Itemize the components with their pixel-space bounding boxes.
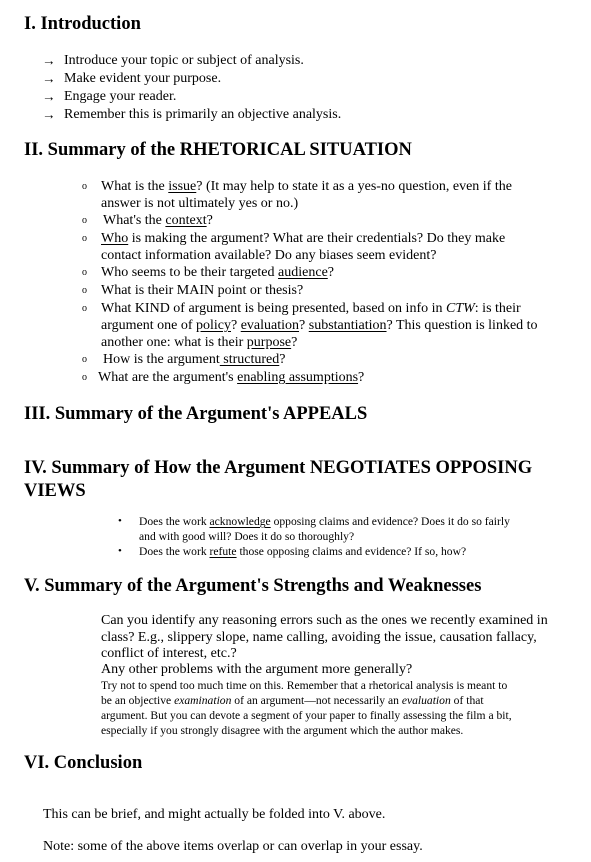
opposing-item-cont: and with good will? Does it do so thoroughly? [139, 530, 355, 543]
intro-item: Engage your reader. [64, 89, 177, 104]
arrow-icon: → [42, 71, 56, 86]
note-text: Note: some of the above items overlap or can overlap in your essay. [43, 839, 423, 854]
strengths-note: be an objective examination of an argument—not necessarily an evaluation of that [101, 694, 484, 707]
circle-bullet-icon: o [82, 372, 87, 383]
heading-opposing-views-cont: VIEWS [24, 481, 86, 501]
rhetorical-item: What is the issue? (It may help to state it as a yes-no question, even if the [101, 179, 512, 194]
strengths-note: especially if you strongly disagree with the argument which the author makes. [101, 724, 464, 737]
strengths-note: Try not to spend too much time on this. Remember that a rhetorical analysis is meant to [101, 679, 508, 692]
circle-bullet-icon: o [82, 267, 87, 278]
circle-bullet-icon: o [82, 233, 87, 244]
heading-introduction: I. Introduction [24, 14, 141, 34]
term-issue: issue [168, 179, 197, 194]
heading-conclusion: VI. Conclusion [24, 753, 143, 773]
term-audience: audience [278, 265, 328, 280]
circle-bullet-icon: o [82, 181, 87, 192]
intro-item: Remember this is primarily an objective analysis. [64, 107, 342, 122]
term-purpose: purpose [246, 335, 292, 350]
intro-item: Introduce your topic or subject of analysis. [64, 53, 304, 68]
rhetorical-item: Who seems to be their targeted audience? [101, 265, 334, 280]
rhetorical-item: What are the argument's enabling assumptions? [98, 370, 365, 385]
bullet-icon: • [118, 545, 122, 557]
rhetorical-item: What is their MAIN point or thesis? [101, 283, 304, 298]
heading-opposing-views: IV. Summary of How the Argument NEGOTIATES OPPOSING [24, 458, 533, 478]
arrow-icon: → [42, 53, 56, 68]
rhetorical-item-cont: another one: what is their purpose? [101, 335, 298, 350]
opposing-item: Does the work refute those opposing claims and evidence? If so, how? [139, 545, 467, 558]
opposing-item: Does the work acknowledge opposing claims and evidence? Does it do so fairly [139, 515, 510, 528]
term-acknowledge: acknowledge [209, 515, 271, 528]
term-structured: structured [219, 352, 280, 367]
rhetorical-item: Who is making the argument? What are their credentials? Do they make [101, 231, 506, 246]
heading-strengths-weaknesses: V. Summary of the Argument's Strengths and Weaknesses [24, 576, 482, 596]
heading-appeals: III. Summary of the Argument's APPEALS [24, 404, 368, 424]
term-enabling-assumptions: enabling assumptions [237, 370, 359, 385]
arrow-icon: → [42, 89, 56, 104]
arrow-icon: → [42, 107, 56, 122]
term-context: context [165, 213, 207, 228]
rhetorical-item: What's the context? [103, 213, 213, 228]
term-who: Who [101, 231, 129, 246]
rhetorical-item: What KIND of argument is being presented, based on info in CTW: is their [101, 301, 521, 316]
bullet-icon: • [118, 515, 122, 527]
term-policy: policy [196, 318, 231, 333]
strengths-note: argument. But you can devote a segment of your paper to finally assessing the film a bit, [101, 709, 512, 722]
term-evaluation: evaluation [240, 318, 300, 333]
rhetorical-item-cont: argument one of policy? evaluation? substantiation? This question is linked to [101, 318, 538, 333]
circle-bullet-icon: o [82, 285, 87, 296]
rhetorical-item-cont: answer is not ultimately yes or no.) [101, 196, 299, 211]
term-refute: refute [209, 545, 237, 558]
circle-bullet-icon: o [82, 215, 87, 226]
circle-bullet-icon: o [82, 303, 87, 314]
term-substantiation: substantiation [308, 318, 387, 333]
circle-bullet-icon: o [82, 354, 87, 365]
intro-item: Make evident your purpose. [64, 71, 222, 86]
rhetorical-item-cont: contact information available? Do any biases seem evident? [101, 248, 437, 263]
strengths-text: conflict of interest, etc.? [101, 646, 237, 661]
rhetorical-item: How is the argument structured? [103, 352, 286, 367]
strengths-text: Any other problems with the argument more generally? [101, 662, 413, 677]
strengths-text: class? E.g., slippery slope, name calling, avoiding the issue, causation fallacy, [101, 630, 537, 645]
heading-rhetorical-situation: II. Summary of the RHETORICAL SITUATION [24, 140, 412, 160]
strengths-text: Can you identify any reasoning errors such as the ones we recently examined in [101, 613, 548, 628]
conclusion-text: This can be brief, and might actually be folded into V. above. [43, 807, 386, 822]
